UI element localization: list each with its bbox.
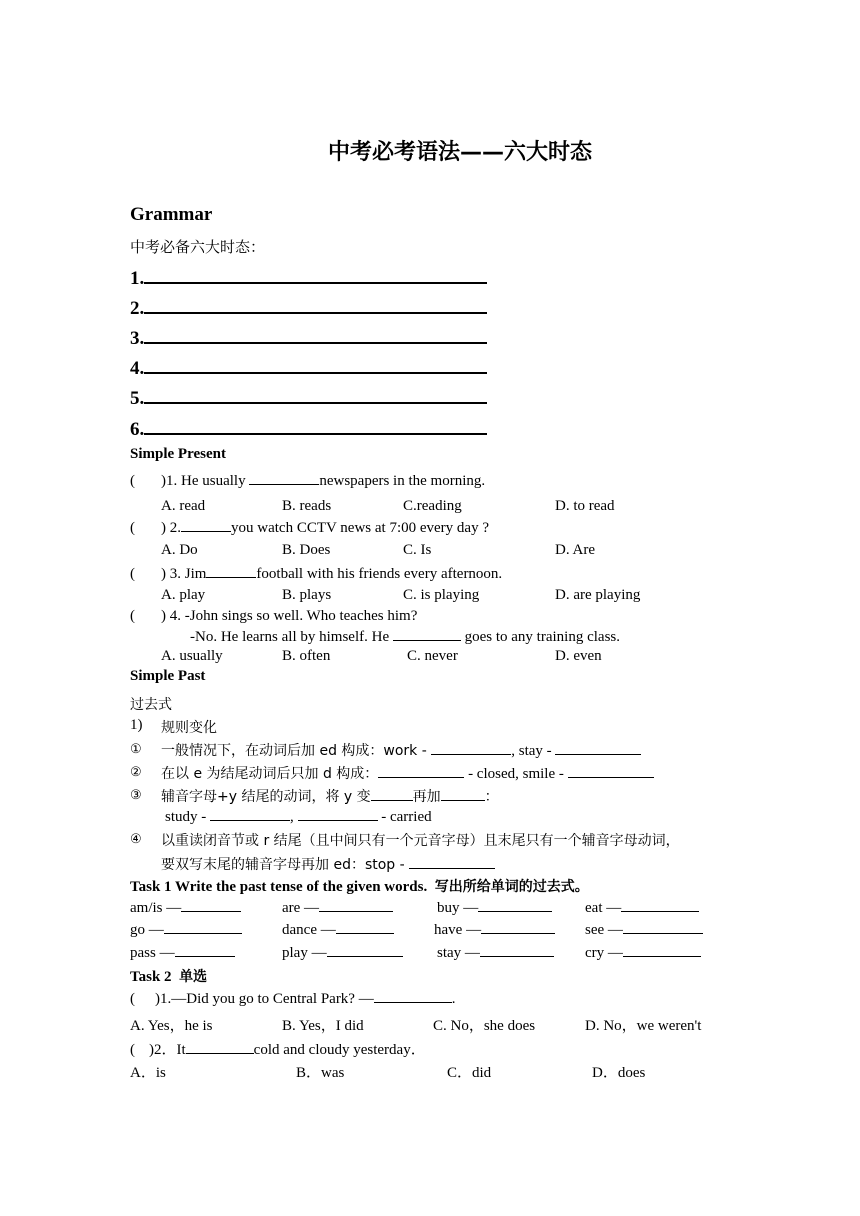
sp-2-option-a: A. Do <box>161 542 198 558</box>
blank-line-3: 3. <box>130 326 487 350</box>
task-1-item: have — <box>434 921 555 939</box>
task-1-item: stay — <box>437 944 554 962</box>
blank-line-6: 6. <box>130 417 487 441</box>
task-1-item: see — <box>585 921 703 939</box>
t2-2-option-c: C．did <box>447 1065 492 1081</box>
question-t2-2: ( )2．It cold and cloudy yesterday． <box>130 1042 426 1058</box>
rule-4-text-line2: 要双写末尾的辅音字母再加 ed：stop - <box>161 854 495 874</box>
blank-line-2: 2. <box>130 296 487 320</box>
task-1-item: buy — <box>437 899 552 917</box>
blank-line-1: 1. <box>130 266 487 290</box>
t2-1-option-a: A. Yes，he is <box>130 1018 213 1034</box>
task-1-item: go — <box>130 921 242 939</box>
task-1-item: dance — <box>282 921 394 939</box>
sp-3-option-c: C. is playing <box>403 587 480 603</box>
sp-1-option-d: D. to read <box>555 498 615 514</box>
sp-1-option-c: C.reading <box>403 498 462 514</box>
sp-3-option-a: A. play <box>161 587 206 603</box>
sp-4-option-c: C. never <box>407 648 458 664</box>
task-1-heading: Task 1 Write the past tense of the given words. 写出所给单词的过去式。 <box>130 879 589 895</box>
t2-1-option-c: C. No，she does <box>433 1018 536 1034</box>
sp-2-option-b: B. Does <box>282 542 331 558</box>
t2-1-option-b: B. Yes，I did <box>282 1018 364 1034</box>
rule-4-number: ④ <box>130 831 142 846</box>
sp-3-option-b: B. plays <box>282 587 332 603</box>
rule-2-text: 在以 e 为结尾动词后只加 d 构成： - closed, smile - <box>161 763 654 783</box>
rule-heading-number: 1) <box>130 717 143 733</box>
question-sp-2: ( ) 2. you watch CCTV news at 7:00 every day ? <box>130 520 489 536</box>
sp-1-option-a: A. read <box>161 498 206 514</box>
sp-4-option-b: B. often <box>282 648 331 664</box>
rule-1-number: ① <box>130 741 142 756</box>
sp-3-option-d: D. are playing <box>555 587 641 603</box>
task-2-heading: Task 2 单选 <box>130 969 208 985</box>
task-1-item: are — <box>282 899 393 917</box>
sp-1-option-b: B. reads <box>282 498 332 514</box>
task-1-item: eat — <box>585 899 699 917</box>
rule-4-text: 以重读闭音节或 r 结尾（且中间只有一个元音字母）且末尾只有一个辅音字母动词， <box>161 833 680 849</box>
grammar-subheading: 中考必备六大时态： <box>130 238 266 256</box>
rule-3-text: 辅音字母+y 结尾的动词，将 y 变 再加 ： <box>161 789 499 805</box>
sp-2-option-d: D. Are <box>555 542 595 558</box>
sp-4-option-d: D. even <box>555 648 602 664</box>
page-title: 中考必考语法——六大时态 <box>327 140 592 165</box>
task-1-item: pass — <box>130 944 235 962</box>
sp-4-option-a: A. usually <box>161 648 223 664</box>
simple-past-heading: Simple Past <box>130 668 206 684</box>
question-sp-3: ( ) 3. Jim football with his friends every afternoon. <box>130 566 503 582</box>
sp-2-option-c: C. Is <box>403 542 432 558</box>
question-sp-4-line2: -No. He learns all by himself. He goes to any training class. <box>190 629 620 645</box>
blank-line-5: 5. <box>130 386 487 410</box>
grammar-heading: Grammar <box>130 204 213 225</box>
task-1-item: cry — <box>585 944 701 962</box>
task-1-item: am/is — <box>130 899 241 917</box>
rule-3-number: ③ <box>130 787 142 802</box>
blank-line-4: 4. <box>130 356 487 380</box>
question-t2-1: ( )1.—Did you go to Central Park? — . <box>130 991 456 1007</box>
t2-1-option-d: D. No，we weren't <box>585 1018 702 1034</box>
question-sp-1: ( )1. He usually newspapers in the morning. <box>130 473 486 489</box>
simple-present-heading: Simple Present <box>130 446 226 462</box>
t2-2-option-b: B．was <box>296 1065 345 1081</box>
task-1-item: play — <box>282 944 403 962</box>
past-tense-cn-heading: 过去式 <box>130 697 172 713</box>
question-sp-4: ( ) 4. -John sings so well. Who teaches him? <box>130 608 418 624</box>
rule-1-text: 一般情况下，在动词后加 ed 构成：work - , stay - <box>161 740 641 760</box>
t2-2-option-a: A．is <box>130 1065 166 1081</box>
rule-heading: 规则变化 <box>161 720 217 736</box>
t2-2-option-d: D．does <box>592 1065 646 1081</box>
rule-3-example: study - , - carried <box>165 809 432 825</box>
rule-2-number: ② <box>130 764 142 779</box>
